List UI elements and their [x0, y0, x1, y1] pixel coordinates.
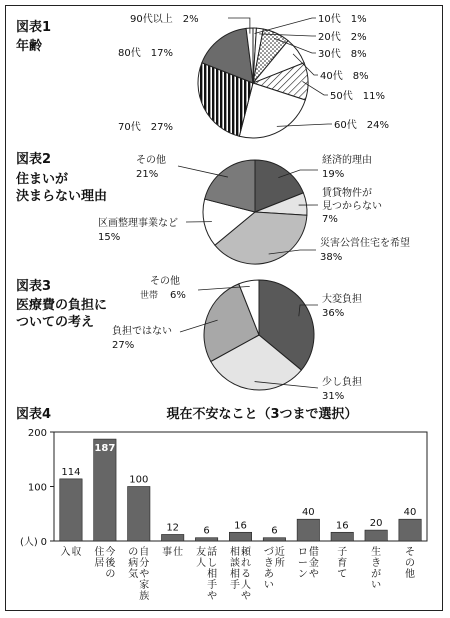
bar-value-label: 100	[129, 474, 149, 486]
x-category-label-char: 生	[371, 547, 382, 558]
x-category-label-char: 談	[230, 558, 240, 569]
fig3-slice-label: その他	[150, 276, 180, 287]
x-category-label-char: 事	[162, 547, 173, 558]
x-category-label-char: 人	[241, 580, 251, 591]
fig2-title-line1: 住まいが	[16, 172, 69, 187]
x-category-label-char: の	[128, 547, 139, 558]
bar-value-label: 6	[203, 525, 210, 537]
fig1-slice-label: 50代 11%	[330, 91, 385, 102]
fig1-slice-label: 30代 8%	[318, 49, 367, 60]
x-category-label-char: 友	[196, 547, 207, 558]
fig4-bar-chart	[20, 428, 427, 602]
bar-value-label: 114	[61, 466, 81, 478]
x-category-label-char: れ	[241, 558, 251, 569]
fig1-label: 図表1	[16, 20, 52, 35]
bar	[128, 487, 150, 542]
x-category-label-char: 話	[207, 547, 218, 558]
x-category-label-char: ロ	[297, 547, 308, 558]
bar-value-label: 20	[369, 518, 383, 530]
fig3-label: 図表3	[16, 279, 52, 294]
x-category-label-char: 借	[308, 547, 319, 558]
fig3-slice-value: 36%	[322, 308, 345, 319]
fig3-slice-label: 大変負担	[322, 294, 362, 305]
x-category-label-char: 金	[308, 558, 319, 569]
x-category-label-char: 自	[139, 547, 150, 558]
x-category-label-char: 居	[94, 558, 105, 569]
x-category-label-char: 子	[337, 547, 348, 558]
fig2-slice-label: その他	[136, 155, 166, 166]
x-category-label-char: あ	[263, 569, 274, 580]
fig2-slice-label: 見つからない	[322, 201, 382, 212]
fig1-pie	[118, 12, 389, 138]
x-category-label-char: ー	[297, 558, 308, 569]
x-category-label-char: 収	[71, 547, 82, 558]
fig1-title: 年齢	[16, 39, 43, 54]
x-category-label-char: き	[263, 558, 274, 569]
fig2-leader-line	[178, 166, 228, 177]
bar-value-label: 16	[234, 520, 247, 532]
x-category-label-char: 気	[128, 569, 139, 580]
bar-value-label: 40	[403, 507, 417, 519]
bar	[60, 479, 82, 541]
y-axis-unit: (人)	[20, 537, 38, 548]
fig1-slice-label: 70代 27%	[118, 122, 173, 133]
x-category-label-char: き	[371, 558, 382, 569]
bar	[94, 439, 116, 541]
fig1-slice-label: 10代 1%	[318, 14, 367, 25]
fig3-slice-sublabel: 世帯	[140, 291, 159, 301]
fig2-title-line2: 決まらない理由	[16, 189, 108, 204]
fig3-slice-value: 31%	[322, 391, 345, 402]
x-category-label-char: 相	[230, 547, 240, 558]
bar-value-label: 40	[301, 507, 315, 519]
x-category-label-char: 手	[230, 580, 240, 591]
fig3-pie	[112, 274, 362, 402]
bar-value-label: 16	[335, 520, 349, 532]
fig2-slice-value: 15%	[98, 232, 121, 243]
fig1-leader-line	[255, 18, 316, 34]
bar	[365, 530, 387, 541]
fig1-slice-label: 90代以上 2%	[130, 14, 199, 25]
x-category-label-char: 育	[337, 558, 348, 569]
bar-value-label: 187	[94, 443, 116, 455]
bar	[229, 532, 251, 541]
x-category-label-char: て	[337, 569, 348, 580]
fig2-slice-label: 経済的理由	[322, 155, 372, 166]
x-category-label-char: の	[405, 558, 416, 569]
fig2-slice-label: 災害公営住宅を希望	[320, 238, 410, 249]
x-category-label-char: ン	[297, 569, 308, 580]
x-category-label-char: 他	[405, 569, 416, 580]
x-category-label-char: 仕	[173, 547, 184, 558]
x-category-label-char: い	[263, 580, 274, 591]
x-category-label-char: の	[105, 569, 116, 580]
x-category-label-char: し	[207, 558, 218, 569]
bar	[195, 538, 217, 541]
y-tick-label: 100	[27, 482, 47, 494]
fig1-slice-label: 60代 24%	[334, 120, 389, 131]
y-tick-label: 200	[27, 428, 47, 439]
bar	[161, 534, 183, 541]
fig2-slice-value: 38%	[320, 252, 343, 263]
x-category-label-char: や	[207, 591, 218, 602]
fig4-title: 現在不安なこと（3つまで選択）	[166, 407, 358, 422]
fig2-slice-label: 区画整理事業など	[98, 218, 178, 229]
x-category-label-char: 分	[139, 558, 150, 569]
x-category-label-char: 家	[139, 580, 150, 591]
x-category-label-char: 手	[207, 580, 218, 591]
fig2-slice-value: 19%	[322, 169, 345, 180]
x-category-label-char: 近	[274, 547, 285, 558]
fig1-slice-label: 40代 8%	[320, 71, 369, 82]
fig2-slice-value: 7%	[322, 214, 338, 225]
x-category-label-char: 相	[230, 569, 240, 580]
fig3-slice-value: 6%	[170, 290, 186, 301]
fig3-title-line1: 医療費の負担に	[16, 298, 108, 313]
fig2-slice-value: 21%	[136, 169, 159, 180]
x-category-label-char: 頼	[241, 547, 251, 558]
bar	[331, 532, 353, 541]
fig2-pie	[98, 153, 410, 264]
x-category-label-char: そ	[405, 547, 416, 558]
x-category-label-char: る	[241, 569, 251, 580]
fig2-slice-label: 賃貸物件が	[322, 188, 372, 199]
bar	[399, 519, 421, 541]
x-category-label-char: い	[371, 580, 382, 591]
bar	[263, 538, 285, 541]
x-category-label-char: 族	[139, 591, 150, 602]
bar-value-label: 6	[271, 525, 278, 537]
x-category-label-char: 所	[274, 558, 285, 569]
x-category-label-char: や	[308, 569, 319, 580]
fig1-slice-label: 80代 17%	[118, 48, 173, 59]
fig1-slice-label: 20代 2%	[318, 32, 367, 43]
fig2-label: 図表2	[16, 152, 52, 167]
fig3-slice-label: 負担ではない	[112, 326, 172, 337]
x-category-label-char: 入	[60, 547, 71, 558]
x-category-label-char: 住	[94, 547, 105, 558]
x-category-label-char: づ	[263, 547, 274, 558]
x-category-label-char: 今	[105, 547, 116, 558]
fig3-slice-value: 27%	[112, 340, 135, 351]
x-category-label-char: が	[371, 569, 382, 580]
bar-value-label: 12	[166, 522, 180, 534]
fig3-slice-label: 少し負担	[322, 377, 362, 388]
x-category-label-char: や	[241, 591, 251, 602]
x-category-label-char: 病	[128, 558, 139, 569]
y-tick-label: 0	[40, 537, 47, 548]
x-category-label-char: 相	[207, 569, 218, 580]
fig4-label: 図表4	[16, 407, 52, 422]
bar	[297, 519, 319, 541]
x-category-label-char: や	[139, 569, 150, 580]
fig3-title-line2: ついての考え	[16, 315, 95, 330]
x-category-label-char: 後	[105, 558, 116, 569]
x-category-label-char: 人	[196, 558, 207, 569]
